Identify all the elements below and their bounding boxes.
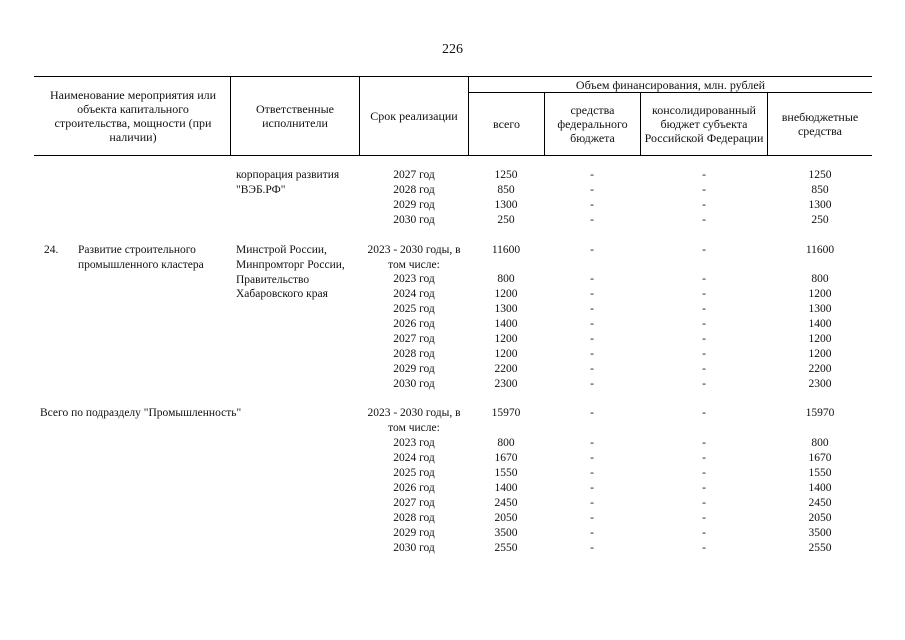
total-cell: 2550 <box>494 542 518 554</box>
term-cell: 2026 год <box>393 482 435 494</box>
federal-cell: - <box>590 363 594 375</box>
extra-cell: 3500 <box>808 527 832 539</box>
total-cell: 1550 <box>494 467 518 479</box>
federal-cell: - <box>590 452 594 464</box>
extra-cell: 800 <box>811 273 829 285</box>
total-cell: 800 <box>497 273 515 285</box>
header-regional: консолидированный бюджет субъекта Российской Федерации <box>644 103 764 145</box>
total-cell: 15970 <box>491 407 521 419</box>
total-cell: 1200 <box>494 348 518 360</box>
term-cell: 2025 год <box>393 467 435 479</box>
federal-cell: - <box>590 437 594 449</box>
term-cell: 2023 год <box>393 437 435 449</box>
table-header <box>34 76 872 156</box>
extra-cell: 11600 <box>805 244 835 256</box>
total-cell: 2450 <box>494 497 518 509</box>
extra-cell: 2050 <box>808 512 832 524</box>
term-cell: 2029 год <box>393 199 435 211</box>
total-cell: 2300 <box>494 378 518 390</box>
extra-cell: 2550 <box>808 542 832 554</box>
extra-cell: 1670 <box>808 452 832 464</box>
term-cell: 2029 год <box>393 527 435 539</box>
header-responsible: Ответственные исполнители <box>256 102 334 130</box>
regional-cell: - <box>702 467 706 479</box>
extra-cell: 1200 <box>808 348 832 360</box>
total-cell: 11600 <box>491 244 521 256</box>
regional-cell: - <box>702 244 706 256</box>
regional-cell: - <box>702 184 706 196</box>
federal-cell: - <box>590 199 594 211</box>
regional-cell: - <box>702 318 706 330</box>
total-cell: 1300 <box>494 303 518 315</box>
extra-cell: 1250 <box>808 169 832 181</box>
federal-cell: - <box>590 512 594 524</box>
federal-cell: - <box>590 214 594 226</box>
federal-cell: - <box>590 318 594 330</box>
extra-cell: 1200 <box>808 333 832 345</box>
term-cell: 2023 - 2030 годы, в том числе: <box>367 244 461 271</box>
regional-cell: - <box>702 527 706 539</box>
regional-cell: - <box>702 333 706 345</box>
term-cell: 2026 год <box>393 318 435 330</box>
extra-cell: 1300 <box>808 199 832 211</box>
regional-cell: - <box>702 288 706 300</box>
term-cell: 2023 - 2030 годы, в том числе: <box>367 407 461 434</box>
federal-cell: - <box>590 348 594 360</box>
header-total: всего <box>492 117 521 131</box>
total-cell: 800 <box>497 437 515 449</box>
total-cell: 1300 <box>494 199 518 211</box>
federal-cell: - <box>590 497 594 509</box>
header-federal: средства федерального бюджета <box>557 103 628 145</box>
extra-cell: 250 <box>811 214 829 226</box>
total-cell: 2050 <box>494 512 518 524</box>
regional-cell: - <box>702 199 706 211</box>
term-cell: 2029 год <box>393 363 435 375</box>
header-name: Наименование мероприятия или объекта капитального строительства, мощности (при наличии) <box>49 88 217 144</box>
term-cell: 2027 год <box>393 333 435 345</box>
extra-cell: 1400 <box>808 318 832 330</box>
term-cell: 2024 год <box>393 288 435 300</box>
term-cell: 2025 год <box>393 303 435 315</box>
total-cell: 1250 <box>494 169 518 181</box>
item-responsible: Минстрой России, Минпромторг России, Правительство Хабаровского края <box>236 244 345 301</box>
regional-cell: - <box>702 452 706 464</box>
total-cell: 1400 <box>494 318 518 330</box>
extra-cell: 15970 <box>805 407 835 419</box>
page-number: 226 <box>442 42 463 57</box>
term-cell: 2028 год <box>393 512 435 524</box>
regional-cell: - <box>702 512 706 524</box>
item-number: 24. <box>44 244 59 256</box>
federal-cell: - <box>590 184 594 196</box>
regional-cell: - <box>702 363 706 375</box>
federal-cell: - <box>590 169 594 181</box>
term-cell: 2024 год <box>393 452 435 464</box>
term-cell: 2030 год <box>393 542 435 554</box>
total-cell: 1670 <box>494 452 518 464</box>
regional-cell: - <box>702 542 706 554</box>
total-cell: 3500 <box>494 527 518 539</box>
regional-cell: - <box>702 497 706 509</box>
federal-cell: - <box>590 378 594 390</box>
block-responsible: корпорация развития "ВЭБ.РФ" <box>236 169 340 196</box>
extra-cell: 1200 <box>808 288 832 300</box>
total-cell: 1200 <box>494 333 518 345</box>
extra-cell: 1300 <box>808 303 832 315</box>
regional-cell: - <box>702 169 706 181</box>
extra-cell: 2450 <box>808 497 832 509</box>
federal-cell: - <box>590 482 594 494</box>
subsection-total-label: Всего по подразделу "Промышленность" <box>40 407 242 419</box>
federal-cell: - <box>590 303 594 315</box>
term-cell: 2023 год <box>393 273 435 285</box>
extra-cell: 1400 <box>808 482 832 494</box>
term-cell: 2028 год <box>393 184 435 196</box>
total-cell: 1400 <box>494 482 518 494</box>
extra-cell: 850 <box>811 184 829 196</box>
header-extra: внебюджетные средства <box>781 110 859 138</box>
regional-cell: - <box>702 348 706 360</box>
regional-cell: - <box>702 273 706 285</box>
term-cell: 2030 год <box>393 378 435 390</box>
regional-cell: - <box>702 303 706 315</box>
extra-cell: 1550 <box>808 467 832 479</box>
term-cell: 2028 год <box>393 348 435 360</box>
regional-cell: - <box>702 437 706 449</box>
federal-cell: - <box>590 333 594 345</box>
federal-cell: - <box>590 527 594 539</box>
federal-cell: - <box>590 273 594 285</box>
regional-cell: - <box>702 378 706 390</box>
federal-cell: - <box>590 542 594 554</box>
federal-cell: - <box>590 288 594 300</box>
total-cell: 2200 <box>494 363 518 375</box>
federal-cell: - <box>590 244 594 256</box>
total-cell: 850 <box>497 184 515 196</box>
regional-cell: - <box>702 214 706 226</box>
header-term: Срок реализации <box>370 109 458 123</box>
federal-cell: - <box>590 467 594 479</box>
term-cell: 2027 год <box>393 169 435 181</box>
regional-cell: - <box>702 407 706 419</box>
total-cell: 250 <box>497 214 515 226</box>
regional-cell: - <box>702 482 706 494</box>
term-cell: 2027 год <box>393 497 435 509</box>
term-cell: 2030 год <box>393 214 435 226</box>
extra-cell: 2300 <box>808 378 832 390</box>
extra-cell: 800 <box>811 437 829 449</box>
header-funding: Объем финансирования, млн. рублей <box>575 77 766 92</box>
item-name: Развитие строительного промышленного кластера <box>78 244 204 271</box>
total-cell: 1200 <box>494 288 518 300</box>
extra-cell: 2200 <box>808 363 832 375</box>
federal-cell: - <box>590 407 594 419</box>
